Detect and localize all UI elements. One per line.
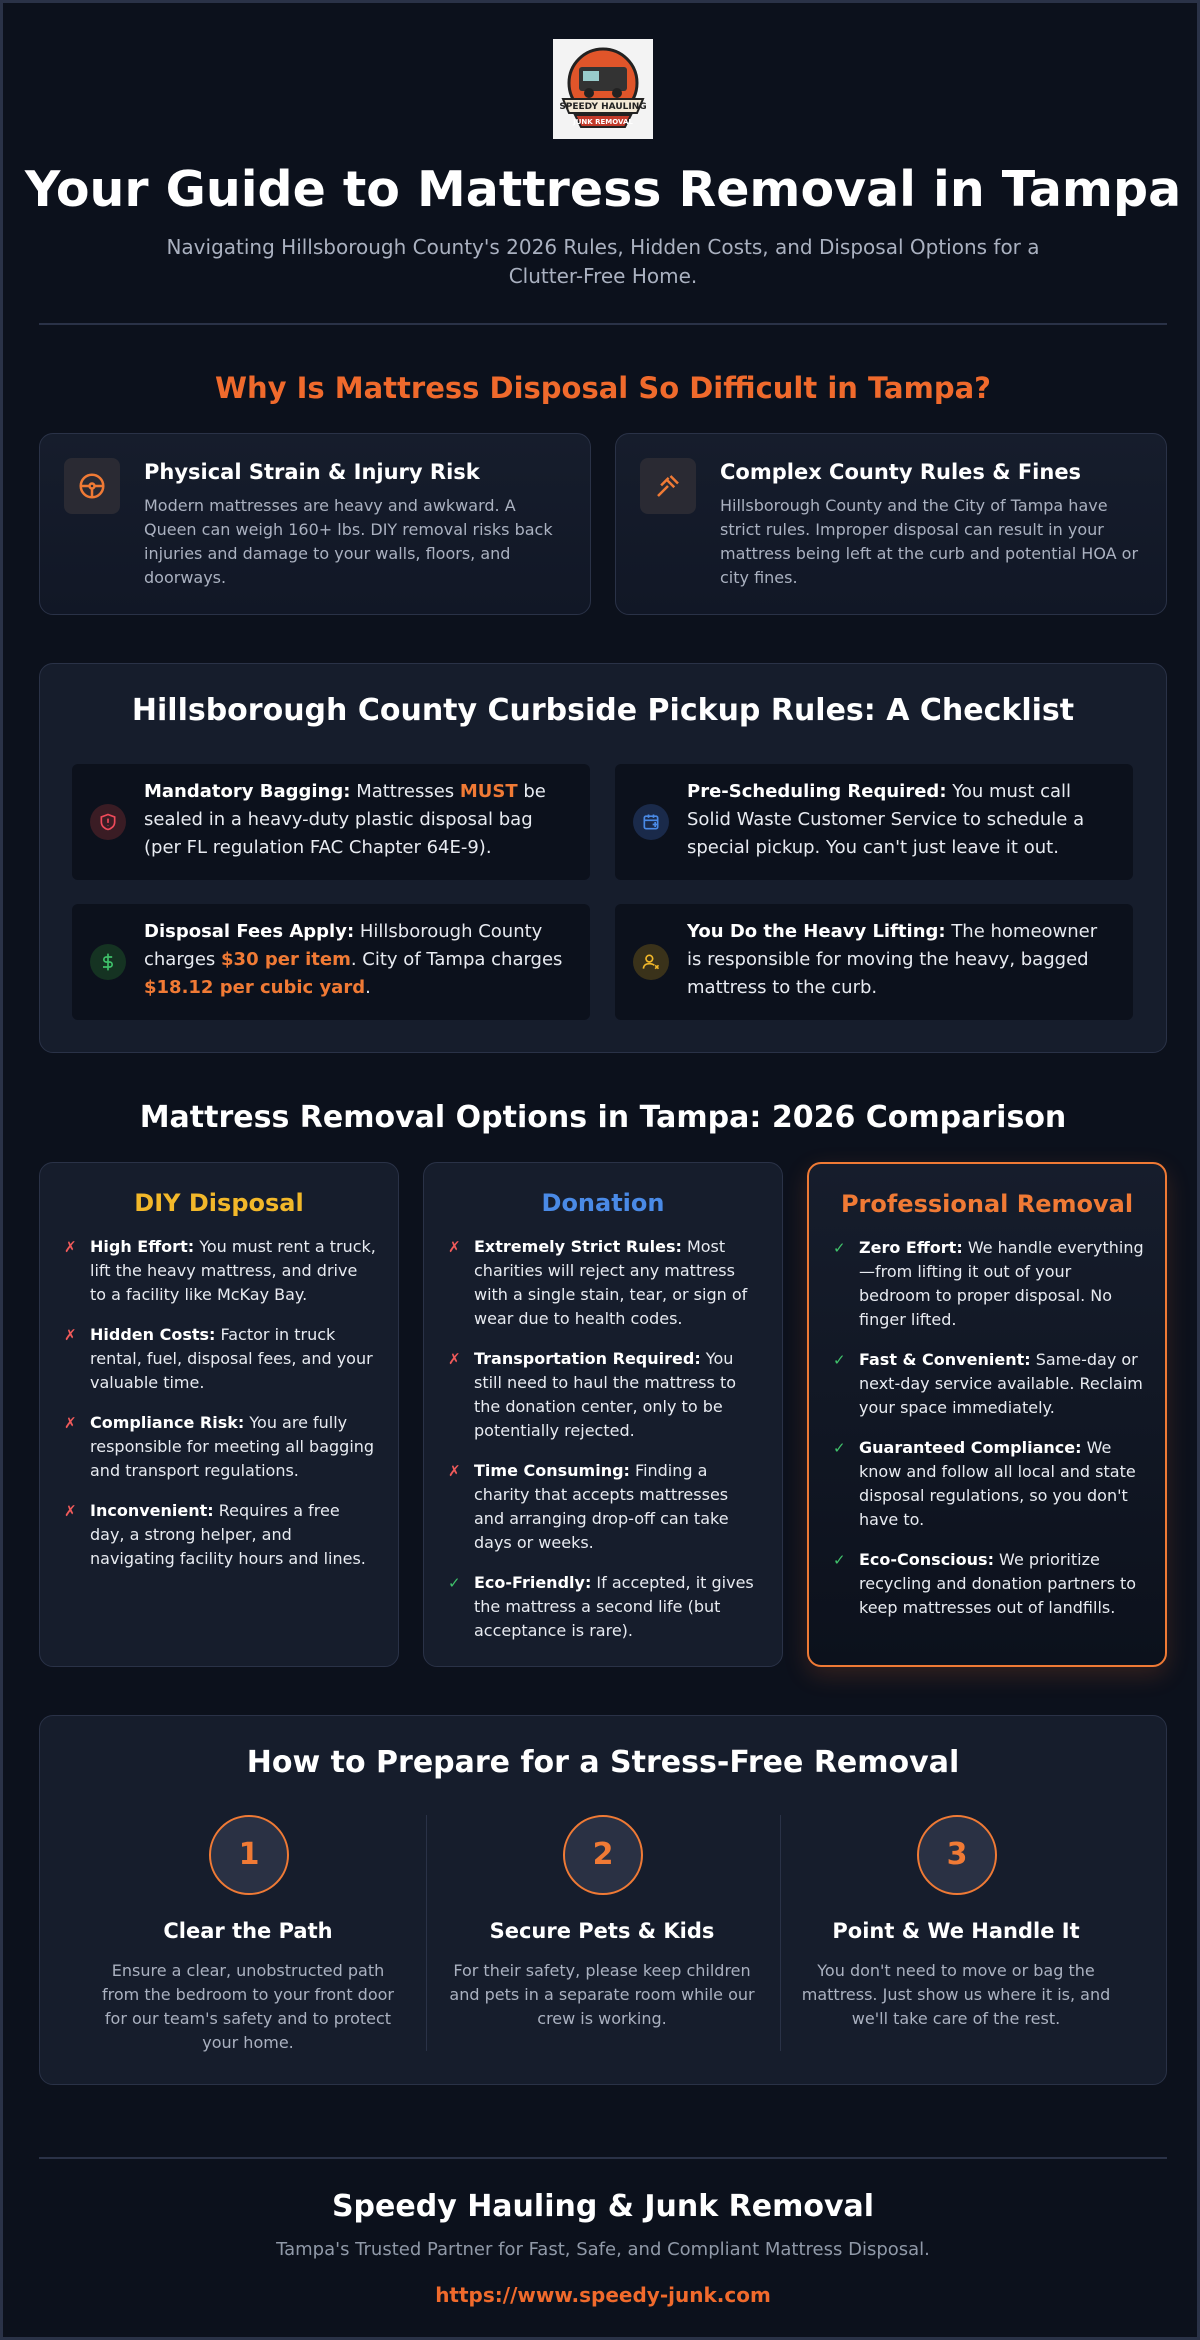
comparison-item: ✗ Hidden Costs: Factor in truck rental, fuel, disposal fees, and your valuable time.: [64, 1325, 373, 1392]
cross-icon: ✗: [448, 1462, 461, 1480]
step-title: Point & We Handle It: [832, 1919, 1080, 1943]
difficulty-card-strain: [39, 433, 591, 615]
checklist-item-fees: [72, 904, 590, 1020]
step-number: 1: [209, 1815, 289, 1895]
step-2: [425, 1815, 779, 2051]
logo-text-top: SPEEDY HAULING: [559, 102, 647, 112]
cross-icon: ✗: [64, 1502, 77, 1520]
dollar-icon: [90, 944, 126, 980]
cross-icon: ✗: [448, 1350, 461, 1368]
step-text: You don't need to move or bag the mattress. Just show us where it is, and we'll take care of the rest.: [801, 1961, 1111, 2028]
checklist-title: Hillsborough County Curbside Pickup Rules: A Checklist: [131, 693, 1075, 728]
cross-icon: ✗: [64, 1414, 77, 1432]
check-icon: ✓: [833, 1351, 846, 1369]
comparison-item: ✓ Fast & Convenient: Same-day or next-day service available. Reclaim your space immediately.: [833, 1350, 1143, 1417]
footer-company-name: Speedy Hauling & Junk Removal: [331, 2189, 875, 2224]
checklist-item-lifting: [615, 904, 1133, 1020]
checklist-item-text: Pre-Scheduling Required: You must call Solid Waste Customer Service to schedule a special pickup. You can't just leave it out.: [687, 781, 1085, 858]
gavel-icon: [640, 458, 696, 514]
comparison-item: ✗ Extremely Strict Rules: Most charities will reject any mattress with a single stain, tear, or sign of wear due to health codes.: [448, 1237, 748, 1328]
checklist-item-text: Mandatory Bagging: Mattresses MUST be sealed in a heavy-duty plastic disposal bag (per FL regulation FAC Chapter 64E-9).: [144, 781, 546, 858]
comparison-card-title: Professional Removal: [840, 1190, 1134, 1218]
footer-divider: [39, 2157, 1167, 2159]
calendar-icon: [633, 804, 669, 840]
comparison-item: ✗ Inconvenient: Requires a free day, a strong helper, and navigating facility hours and lines.: [64, 1501, 366, 1568]
comparison-card-diy: [39, 1162, 399, 1667]
comparison-item: ✗ Transportation Required: You still need to haul the mattress to the donation center, only to be potentially rejected.: [448, 1349, 737, 1440]
step-title: Secure Pets & Kids: [489, 1919, 715, 1943]
step-text: For their safety, please keep children and pets in a separate room while our crew is working.: [449, 1961, 755, 2028]
cross-icon: ✗: [448, 1238, 461, 1256]
difficulty-card-text: Modern mattresses are heavy and awkward. A Queen can weigh 160+ lbs. DIY removal risks back injuries and damage to your walls, floors, and doorways.: [144, 496, 553, 587]
check-icon: ✓: [833, 1439, 846, 1457]
step-number: 2: [563, 1815, 643, 1895]
checklist-item-scheduling: [615, 764, 1133, 880]
comparison-card-professional: [807, 1162, 1167, 1667]
comparison-card-donation: [423, 1162, 783, 1667]
step-title: Clear the Path: [163, 1919, 333, 1943]
comparison-card-title: DIY Disposal: [134, 1189, 304, 1217]
shield-icon: [90, 804, 126, 840]
comparison-item: ✓ Guaranteed Compliance: We know and follow all local and state disposal regulations, so you don't have to.: [833, 1438, 1136, 1529]
checklist-item-bagging: [72, 764, 590, 880]
step-text: Ensure a clear, unobstructed path from the bedroom to your front door for our team's safety and to protect your home.: [102, 1961, 394, 2052]
check-icon: ✓: [833, 1239, 846, 1257]
comparison-item: ✗ Time Consuming: Finding a charity that accepts mattresses and arranging drop-off can take days or weeks.: [448, 1461, 729, 1552]
comparison-item: ✗ Compliance Risk: You are fully responsible for meeting all bagging and transport regulations.: [64, 1413, 375, 1480]
steps-title: How to Prepare for a Stress-Free Removal: [246, 1745, 960, 1780]
logo-text-bottom: JUNK REMOVAL: [573, 118, 633, 126]
difficulty-card-title: Physical Strain & Injury Risk: [144, 460, 480, 484]
step-number: 3: [917, 1815, 997, 1895]
check-icon: ✓: [833, 1551, 846, 1569]
cross-icon: ✗: [64, 1238, 77, 1256]
comparison-item: ✓ Eco-Friendly: If accepted, it gives the mattress a second life (but acceptance is rare).: [448, 1573, 754, 1640]
comparison-card-title: Donation: [541, 1189, 665, 1217]
difficulty-card-title: Complex County Rules & Fines: [720, 460, 1082, 484]
footer-website-link[interactable]: https://www.speedy-junk.com: [435, 2283, 771, 2307]
company-logo: [553, 39, 653, 139]
comparison-item: ✓ Eco-Conscious: We prioritize recycling and donation partners to keep mattresses out of landfills.: [833, 1550, 1137, 1617]
cross-icon: ✗: [64, 1326, 77, 1344]
user-x-icon: [633, 944, 669, 980]
header-divider: [39, 323, 1167, 325]
page-subtitle: Navigating Hillsborough County's 2026 Rules, Hidden Costs, and Disposal Options for a Clutter-Free Home.: [166, 235, 1040, 288]
step-3: [779, 1815, 1133, 2051]
footer-tagline: Tampa's Trusted Partner for Fast, Safe, and Compliant Mattress Disposal.: [276, 2239, 930, 2260]
comparison-item: ✓ Zero Effort: We handle everything—from lifting it out of your bedroom to proper disposal. No finger lifted.: [833, 1238, 1144, 1329]
comparison-item: ✗ High Effort: You must rent a truck, lift the heavy mattress, and drive to a facility like McKay Bay.: [64, 1237, 376, 1304]
difficulty-card-rules: [615, 433, 1167, 615]
steering-wheel-icon: [64, 458, 120, 514]
step-1: [71, 1815, 425, 2051]
check-icon: ✓: [448, 1574, 461, 1592]
comparison-title: Mattress Removal Options in Tampa: 2026 Comparison: [139, 1100, 1067, 1135]
checklist-item-text: Disposal Fees Apply: Hillsborough County charges $30 per item. City of Tampa charges $18.12 per cubic yard.: [144, 921, 563, 998]
difficulty-card-text: Hillsborough County and the City of Tampa have strict rules. Improper disposal can result in your mattress being left at the curb and potential HOA or city fines.: [720, 496, 1139, 587]
checklist-item-text: You Do the Heavy Lifting: The homeowner is responsible for moving the heavy, bagged mattress to the curb.: [687, 921, 1098, 998]
page-title: Your Guide to Mattress Removal in Tampa: [24, 161, 1182, 218]
difficulty-title: Why Is Mattress Disposal So Difficult in Tampa?: [214, 371, 991, 405]
